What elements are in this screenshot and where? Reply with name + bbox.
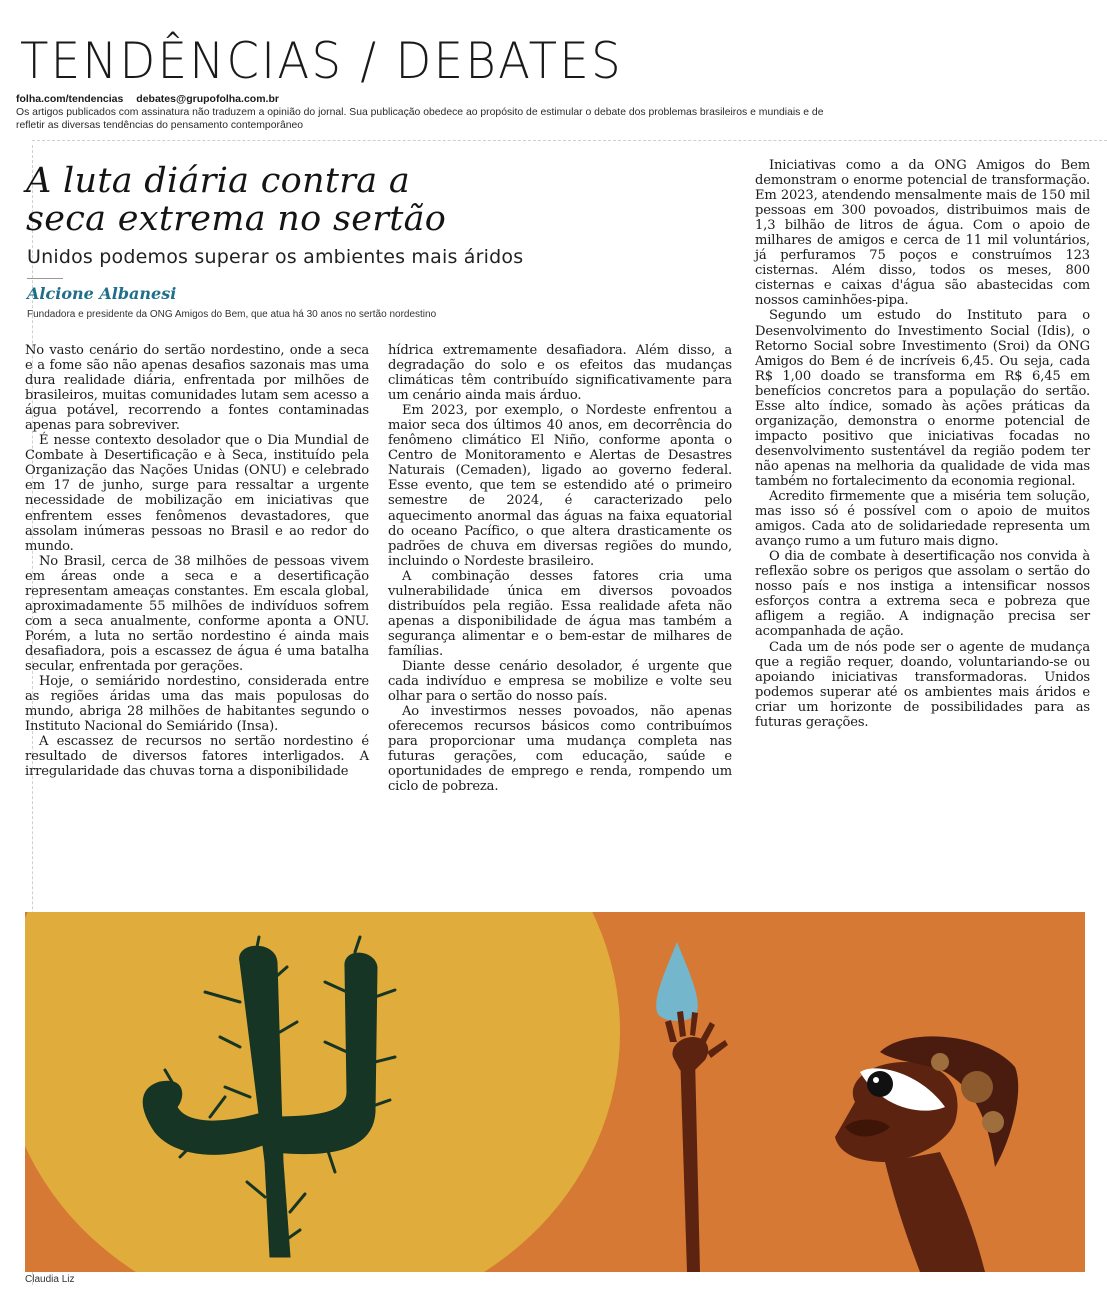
paragraph: hídrica extremamente desafiadora. Além disso, a degradação do solo e os efeitos das mudanças climáticas têm contribuído significativamente para um cenário ainda mais árduo. <box>388 343 732 404</box>
paragraph: A combinação desses fatores cria uma vulnerabilidade única em diversos povoados distribuídos pela região. Essa realidade afeta não apenas a disponibilidade de água mas também a segurança alimentar e o bem-estar de milhares de famílias. <box>388 568 732 659</box>
paragraph: Cada um de nós pode ser o agente de mudança que a região requer, doando, voluntariando-se ou apoiando iniciativas transformadoras. Unidos podemos superar até os ambientes mais áridos e criar um horizonte de possibilidades para as futuras gerações. <box>755 639 1090 730</box>
cactus-sun-drought-illustration <box>25 912 1085 1272</box>
section-disclaimer: Os artigos publicados com assinatura não traduzem a opinião do jornal. Sua publicação obedece ao propósito de estimular o debate dos problemas brasileiros e mundiais e de refletir as diversas tendências do pensamento contemporâneo <box>16 107 824 131</box>
byline-rule <box>27 278 63 279</box>
paragraph: Em 2023, por exemplo, o Nordeste enfrentou a maior seca dos últimos 40 anos, em decorrência do fenômeno climático El Niño, conforme aponta o Centro de Monitoramento e Alertas de Desastres Naturais (Cemaden), ligado ao governo federal. Esse evento, que tem se estendido até o primeiro semestre de 2024, é caracterizado pelo aquecimento anormal das águas na faixa equatorial do oceano Pacífico, o que altera drasticamente os padrões de chuva em diversas regiões do mundo, incluindo o Nordeste brasileiro. <box>388 403 732 569</box>
paragraph: Hoje, o semiárido nordestino, considerada entre as regiões áridas uma das mais populosas do mundo, abriga 28 milhões de habitantes segundo o Instituto Nacional do Semiárido (Insa). <box>25 674 369 735</box>
paragraph: Acredito firmemente que a miséria tem solução, mas isso só é possível com o apoio de muitos amigos. Cada ato de solidariedade representa um avanço rumo a um futuro mais digno. <box>755 489 1090 550</box>
article-column-1 <box>25 343 369 779</box>
tendencias-link[interactable]: folha.com/tendencias <box>16 93 124 105</box>
section-title: TENDÊNCIAS / DEBATES <box>20 32 623 90</box>
article-subheadline: Unidos podemos superar os ambientes mais áridos <box>27 246 524 268</box>
article-illustration <box>25 912 1085 1272</box>
debates-email-link[interactable]: debates@grupofolha.com.br <box>136 93 279 105</box>
paragraph: A escassez de recursos no sertão nordestino é resultado de diversos fatores interligados. A irregularidade das chuvas torna a disponibilidade <box>25 734 369 780</box>
paragraph: Diante desse cenário desolador, é urgente que cada indivíduo e empresa se mobilize e volte seu olhar para o sertão do nosso país. <box>388 658 732 705</box>
section-links <box>16 93 289 105</box>
headline-line-1: A luta diária contra a <box>26 161 411 201</box>
paragraph: Segundo um estudo do Instituto para o Desenvolvimento do Investimento Social (Idis), o Retorno Social sobre Investimento (Sroi) da ONG Amigos do Bem é de incríveis 6,45. Ou seja, cada R$ 1,00 doado se transforma em R$ 6,45 em benefícios concretos para a população do sertão. Esse alto índice, somado às ações práticas da organização, demonstra o enorme potencial de impacto positivo que iniciativas focadas no desenvolvimento sustentável da região podem ter não apenas na melhoria da qualidade de vida mas também no fortalecimento da economia regional. <box>755 308 1090 489</box>
author-bio: Fundadora e presidente da ONG Amigos do Bem, que atua há 30 anos no sertão nordestino <box>27 309 437 320</box>
paragraph: Ao investirmos nesses povoados, não apenas oferecemos recursos básicos como contribuímos para proporcionar uma mudança completa nas futuras gerações, com educação, saúde e oportunidades de emprego e renda, rompendo um ciclo de pobreza. <box>388 704 732 795</box>
paragraph: Iniciativas como a da ONG Amigos do Bem demonstram o enorme potencial de transformação. Em 2023, atendendo mensalmente mais de 150 mil pessoas em 300 povoados, distribuimos mais de 1,3 bilhão de litros de água. Com o apoio de milhares de amigos e cerca de 11 mil voluntários, já perfuramos 75 poços e construímos 123 cisternas. Além disso, todos os meses, 800 cisternas e caixas d'água são abastecidas com nossos caminhões-pipa. <box>755 158 1090 309</box>
article-column-2 <box>388 343 732 794</box>
header-divider <box>32 140 1107 141</box>
article-headline <box>26 162 726 238</box>
paragraph: O dia de combate à desertificação nos convida à reflexão sobre os perigos que assolam o sertão do nosso país e nos instiga a intensificar nossos esforços contra a extrema seca e pobreza que afligem a região. A indignação precisa ser acompanhada de ação. <box>755 549 1090 640</box>
paragraph: No vasto cenário do sertão nordestino, onde a seca e a fome são não apenas desafios sazonais mas uma dura realidade diária, enfrentada por milhões de brasileiros, muitas comunidades lutam sem acesso a água potável, recorrendo a fontes contaminadas apenas para sobreviver. <box>25 343 369 434</box>
paragraph: No Brasil, cerca de 38 milhões de pessoas vivem em áreas onde a seca e a desertificação representam ameaças constantes. Em escala global, aproximadamente 55 milhões de indivíduos sofrem com a seca anualmente, conforme aponta a ONU. Porém, a luta no sertão nordestino é ainda mais desafiadora, pois a escassez de água é uma batalha secular, enfrentada por gerações. <box>25 553 369 674</box>
sun-icon <box>25 912 620 1272</box>
paragraph: É nesse contexto desolador que o Dia Mundial de Combate à Desertificação e à Seca, instituído pela Organização das Nações Unidas (ONU) e celebrado em 17 de junho, surge para ressaltar a urgente necessidade de mobilização em iniciativas que enfrentem esses fenômenos devastadores, que assolam inúmeras pessoas no Brasil e ao redor do mundo. <box>25 433 369 554</box>
author-name: Alcione Albanesi <box>27 284 177 303</box>
article-column-3 <box>755 158 1090 730</box>
illustration-credit: Claudia Liz <box>25 1274 75 1285</box>
headline-line-2: seca extrema no sertão <box>26 199 447 239</box>
